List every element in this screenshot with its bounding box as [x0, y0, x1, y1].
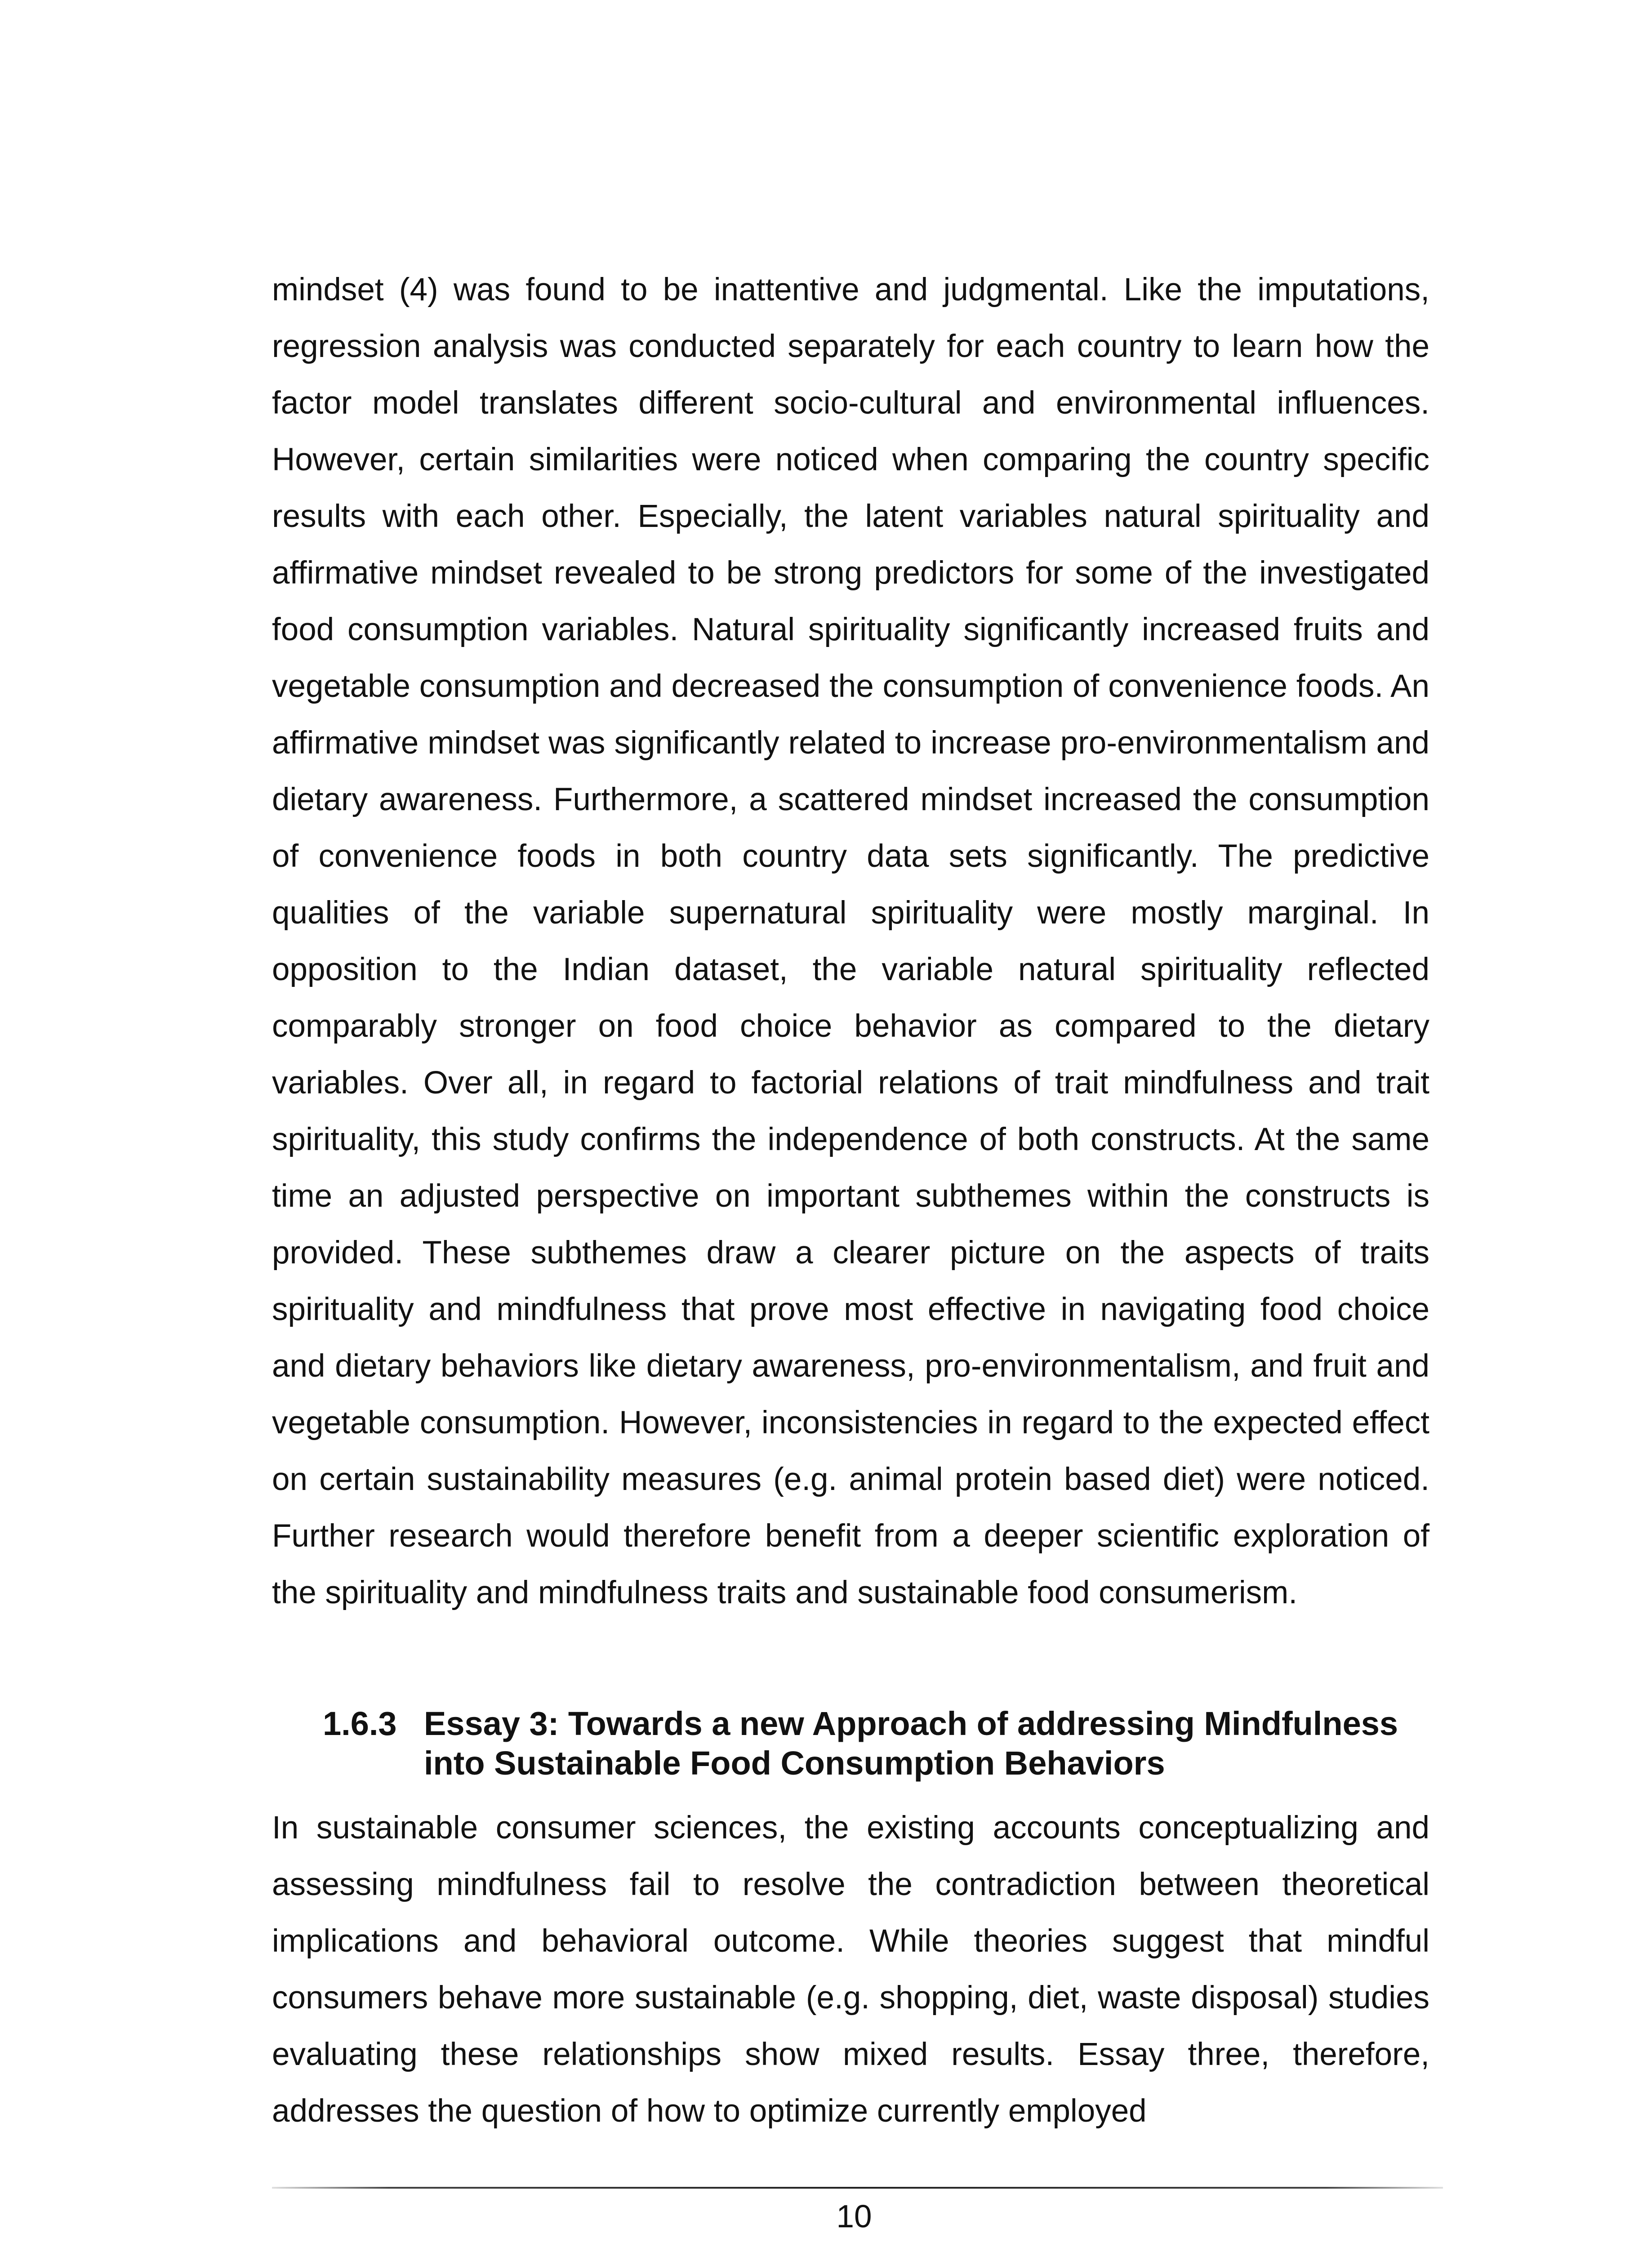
footer-divider: [272, 2187, 1443, 2189]
body-paragraph-1: mindset (4) was found to be inattentive and judgmental. Like the imputations, regression analysis was conducted separately for each country to learn how the factor model translates different socio-cultural and environmental influences. However, certain similarities were noticed when comparing the country specific results with each other. Especially, the latent variables natural spirituality and affirmative mindset revealed to be strong predictors for some of the investigated food consumption variables. Natural spirituality significantly increased fruits and vegetable consumption and decreased the consumption of convenience foods. An affirmative mindset was significantly related to increase pro-environmentalism and dietary awareness. Furthermore, a scattered mindset increased the consumption of convenience foods in both country data sets significantly. The predictive qualities of the variable supernatural spirituality were mostly marginal. In opposition to the Indian dataset, the variable natural spirituality reflected comparably stronger on food choice behavior as compared to the dietary variables. Over all, in regard to factorial relations of trait mindfulness and trait spirituality, this study confirms the independence of both constructs. At the same time an adjusted perspective on important subthemes within the constructs is provided. These subthemes draw a clearer picture on the aspects of traits spirituality and mindfulness that prove most effective in navigating food choice and dietary behaviors like dietary awareness, pro-environmentalism, and fruit and vegetable consumption. However, inconsistencies in regard to the expected effect on certain sustainability measures (e.g. animal protein based diet) were noticed. Further research would therefore benefit from a deeper scientific exploration of the spirituality and mindfulness traits and sustainable food consumerism.: [272, 272, 1429, 1610]
section-heading: [323, 1704, 1433, 1783]
page-number: 10: [836, 2199, 872, 2235]
section-title: Essay 3: Towards a new Approach of addressing Mindfulness into Sustainable Food Consumption Behaviors: [424, 1705, 1398, 1782]
section-number: 1.6.3: [323, 1705, 397, 1742]
body-paragraph-2: In sustainable consumer sciences, the existing accounts conceptualizing and assessing mindfulness fail to resolve the contradiction between theoretical implications and behavioral outcome. While theories suggest that mindful consumers behave more sustainable (e.g. shopping, diet, waste disposal) studies evaluating these relationships show mixed results. Essay three, therefore, addresses the question of how to optimize currently employed: [272, 1810, 1429, 2129]
